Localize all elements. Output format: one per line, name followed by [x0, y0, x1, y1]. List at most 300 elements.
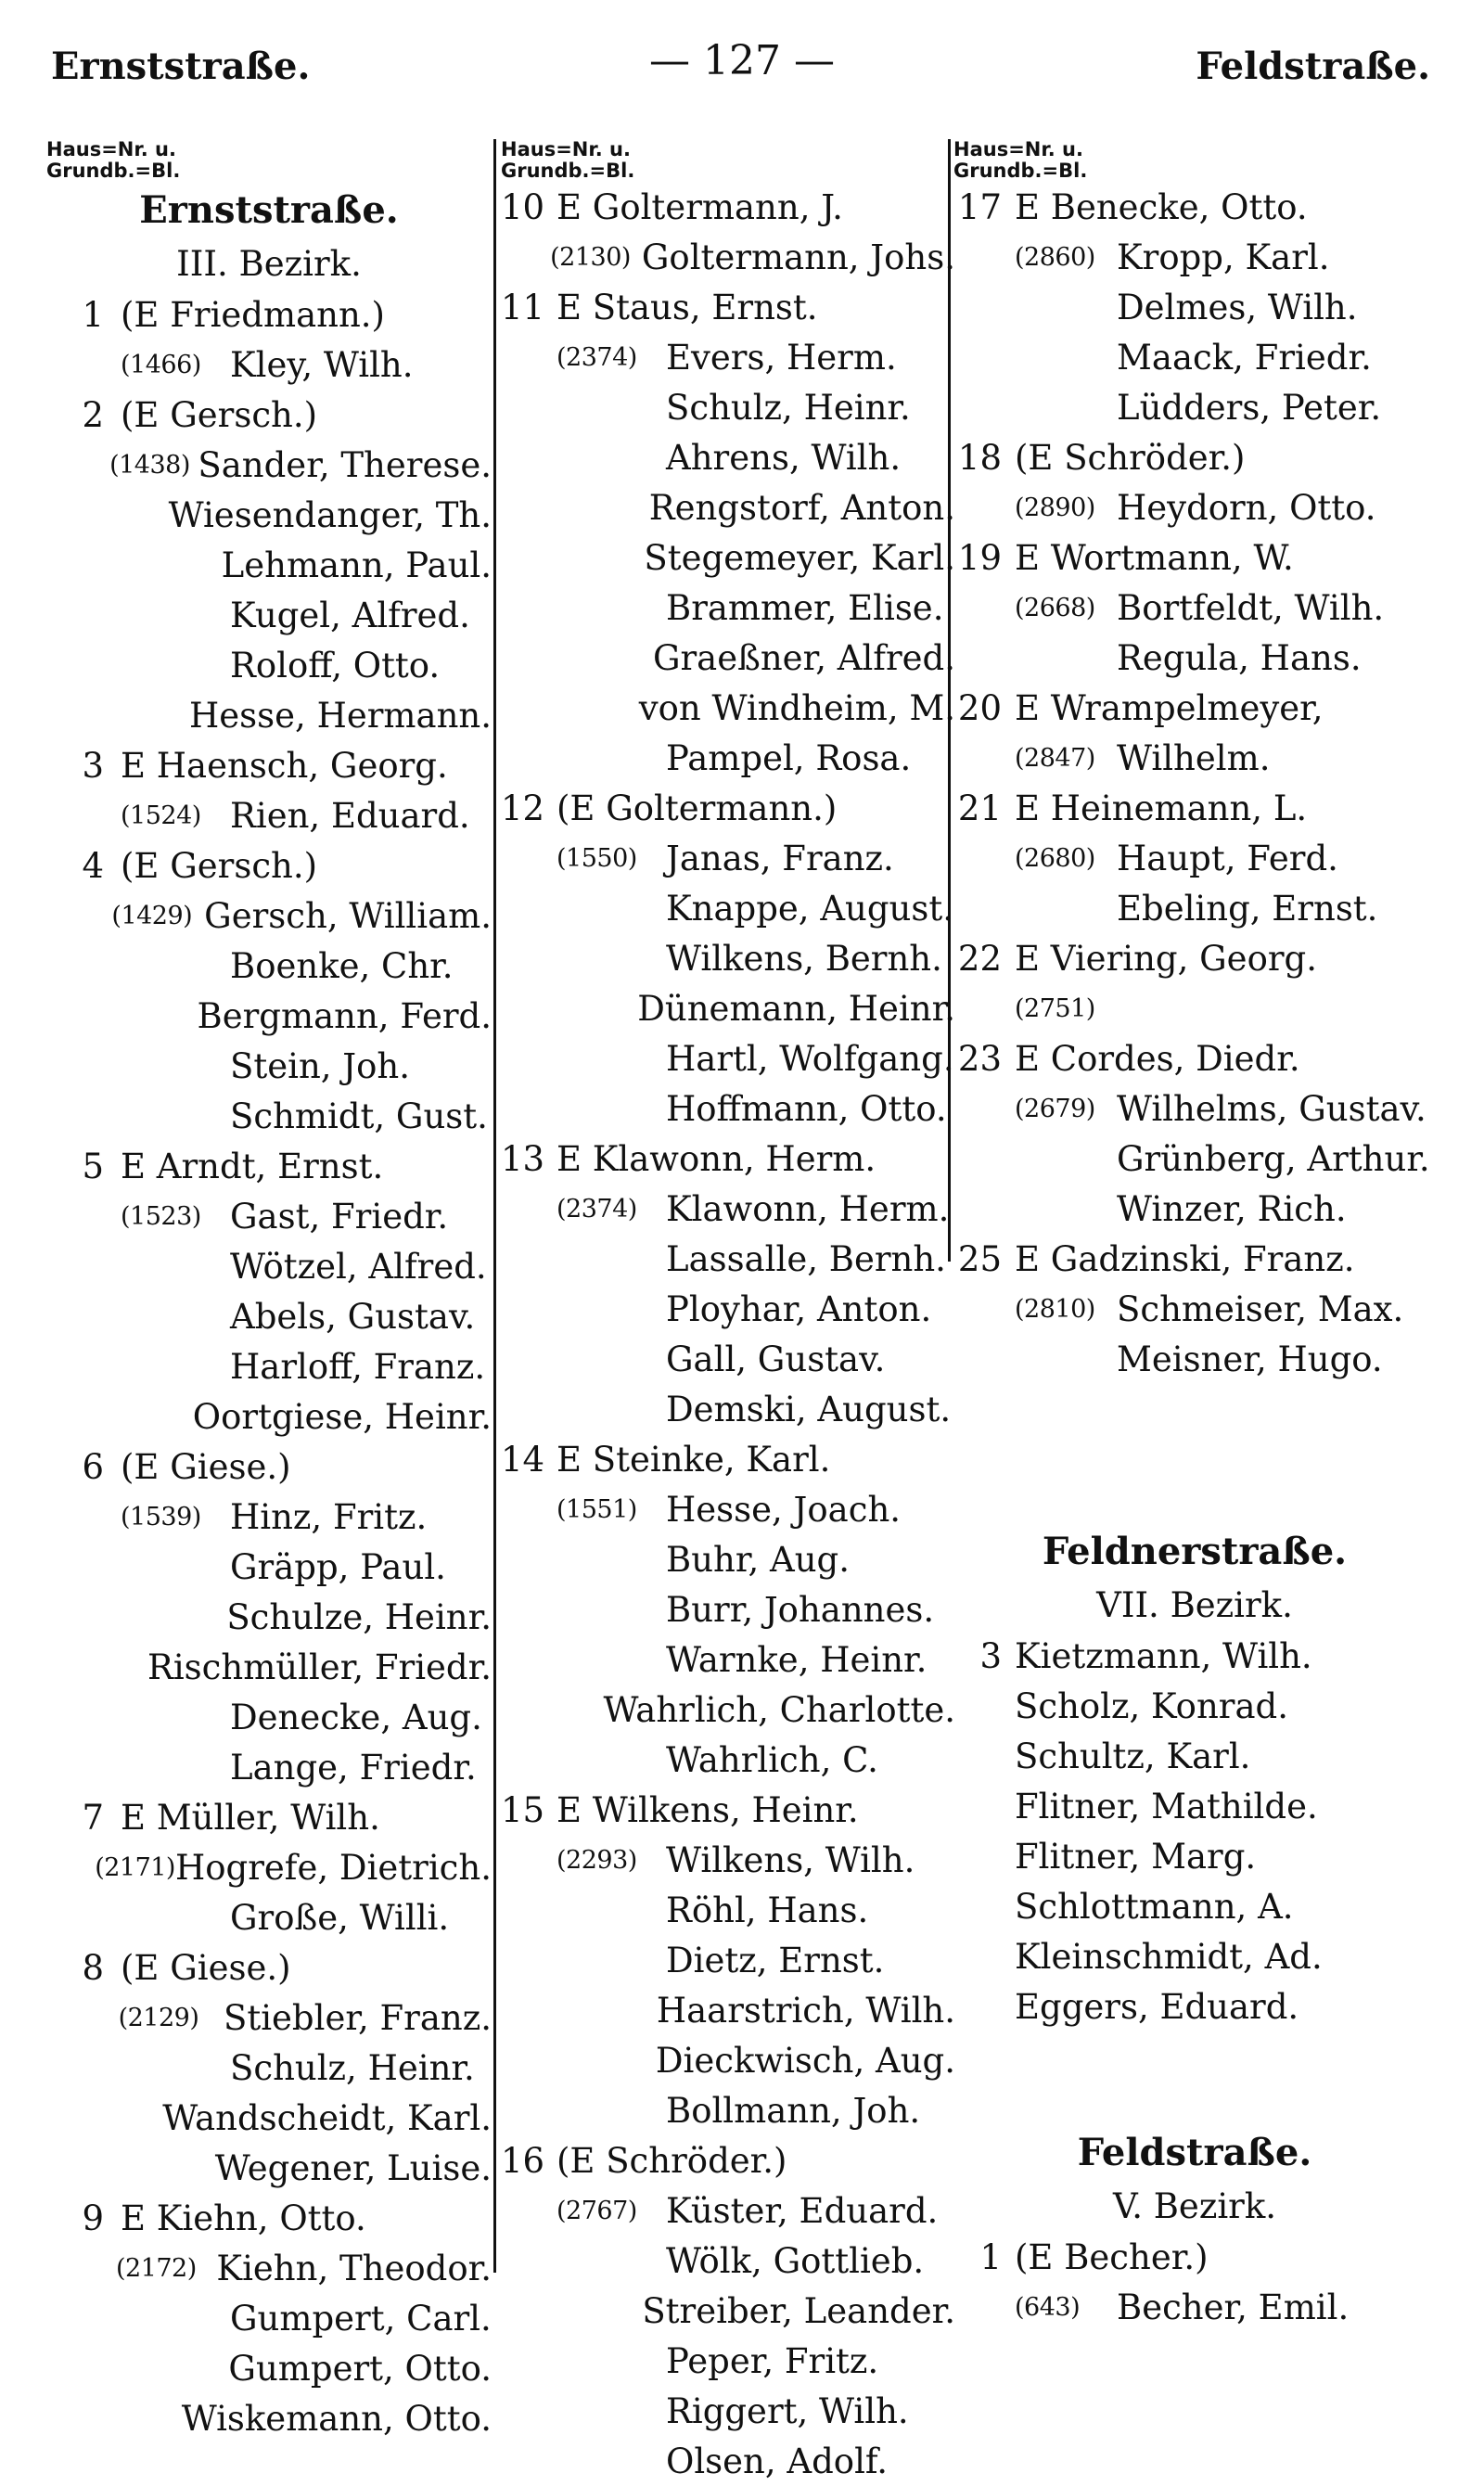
resident-line: [46, 991, 492, 1041]
resident-line: [501, 432, 955, 482]
resident-name: Scholz, Konrad.: [1015, 1685, 1288, 1726]
resident-line: [46, 490, 492, 540]
street-title: Feldstraße.: [1077, 2130, 1312, 2174]
resident-line: [46, 1993, 492, 2043]
house-number: 5: [82, 1146, 104, 1186]
resident-name: Becher, Emil.: [1117, 2287, 1350, 2327]
house-number: 8: [82, 1947, 104, 1988]
resident-name: Wandscheidt, Karl.: [162, 2097, 492, 2138]
resident-line: [501, 1334, 955, 1384]
column-header-line: Grundb.=Bl.: [46, 160, 181, 182]
house-entry-line: [46, 390, 492, 440]
column-2: [501, 139, 955, 2486]
house-number: 22: [957, 938, 1002, 979]
land-register-number: (2751): [1015, 993, 1095, 1023]
resident-line: [46, 1391, 492, 1442]
land-register-number: (2679): [1015, 1094, 1095, 1123]
resident-name: Wilhelm.: [1117, 737, 1271, 778]
running-head-left: Ernststraße.: [51, 45, 311, 88]
resident-line: [46, 1241, 492, 1291]
resident-line: [953, 332, 1436, 382]
resident-line: [953, 1083, 1436, 1134]
owner-name: E Haensch, Georg.: [121, 745, 448, 786]
resident-name: Flitner, Mathilde.: [1015, 1786, 1318, 1826]
house-entry-line: [46, 740, 492, 790]
resident-name: Peper, Fritz.: [666, 2340, 879, 2381]
resident-name: Schmeiser, Max.: [1117, 1288, 1404, 1329]
resident-name: Heydorn, Otto.: [1117, 487, 1376, 528]
resident-name: Dünemann, Heinr.: [637, 988, 955, 1029]
house-list: [953, 182, 1436, 1384]
resident-line: [46, 1341, 492, 1391]
resident-line: [46, 2093, 492, 2143]
resident-line: [501, 1284, 955, 1334]
resident-line: [953, 1931, 1436, 1981]
owner-name: E Cordes, Diedr.: [1015, 1038, 1300, 1079]
resident-name: Schultz, Karl.: [1015, 1736, 1251, 1776]
resident-line: [953, 1284, 1436, 1334]
resident-line: [46, 1542, 492, 1592]
house-number: 19: [957, 537, 1002, 578]
resident-name: Brammer, Elise.: [666, 587, 944, 628]
resident-line: [46, 690, 492, 740]
resident-name: Küster, Eduard.: [666, 2190, 939, 2231]
owner-name: (E Gersch.): [121, 845, 318, 886]
resident-name: Lüdders, Peter.: [1117, 387, 1382, 428]
resident-line: [501, 2286, 955, 2336]
house-entry-line: [501, 783, 955, 833]
land-register-number: (2847): [1015, 743, 1095, 773]
house-number: 16: [501, 2140, 545, 2181]
resident-line: [46, 1291, 492, 1341]
column-header-line: Grundb.=Bl.: [953, 160, 1088, 182]
resident-line: [953, 1881, 1436, 1931]
resident-line: [953, 883, 1436, 933]
resident-name: Wahrlich, Charlotte.: [603, 1689, 955, 1730]
resident-line: [953, 382, 1436, 432]
resident-line: [46, 590, 492, 640]
resident-name: Kley, Wilh.: [230, 344, 414, 385]
house-entry-line: [501, 1434, 955, 1484]
owner-name: E Viering, Georg.: [1015, 938, 1317, 979]
owner-name: E Gadzinski, Franz.: [1015, 1238, 1355, 1279]
resident-line: [501, 1735, 955, 1785]
resident-line: [501, 1985, 955, 2035]
resident-line: [501, 733, 955, 783]
owner-name: (E Schröder.): [1015, 437, 1246, 478]
owner-name: (E Schröder.): [556, 2140, 787, 2181]
resident-name: Gumpert, Otto.: [228, 2348, 492, 2389]
house-number: 3: [82, 745, 104, 786]
house-entry-line: [953, 1033, 1436, 1083]
resident-name: Schulz, Heinr.: [230, 2047, 475, 2088]
resident-name: Rengstorf, Anton.: [648, 487, 955, 528]
house-number: 2: [82, 394, 104, 435]
resident-name: Grünberg, Arthur.: [1117, 1138, 1430, 1179]
resident-line: [501, 2436, 955, 2486]
owner-name: E Benecke, Otto.: [1015, 186, 1308, 227]
house-number: 20: [957, 687, 1002, 728]
owner-name: E Goltermann, J.: [556, 186, 843, 227]
house-number: 15: [501, 1789, 545, 1830]
house-number: 23: [957, 1038, 1002, 1079]
resident-line: [501, 1835, 955, 1885]
resident-line: [501, 1083, 955, 1134]
column-header: [46, 139, 492, 182]
land-register-number: (1551): [556, 1494, 637, 1524]
resident-line: [953, 1981, 1436, 2031]
resident-line: [46, 340, 492, 390]
owner-name: E Wortmann, W.: [1015, 537, 1294, 578]
resident-name: Dietz, Ernst.: [666, 1940, 885, 1980]
resident-name: Gumpert, Carl.: [230, 2298, 492, 2339]
land-register-number: (1466): [121, 350, 201, 379]
spacer: [953, 2031, 1436, 2124]
house-number: 7: [82, 1797, 104, 1838]
house-entry-line: [953, 2232, 1436, 2282]
resident-name: Wilhelms, Gustav.: [1117, 1088, 1426, 1129]
resident-name: Harloff, Franz.: [230, 1346, 486, 1387]
resident-name: Schlottmann, A.: [1015, 1886, 1294, 1927]
house-number: 18: [957, 437, 1002, 478]
resident-name: Gast, Friedr.: [230, 1196, 449, 1237]
land-register-number: (2130): [550, 242, 631, 272]
street-title: Feldnerstraße.: [1042, 1529, 1348, 1573]
resident-name: Flitner, Marg.: [1015, 1836, 1257, 1877]
resident-line: [953, 1134, 1436, 1184]
house-list: [46, 289, 492, 2443]
resident-name: Hartl, Wolfgang.: [666, 1038, 954, 1079]
owner-name: (E Giese.): [121, 1446, 291, 1487]
resident-name: Delmes, Wilh.: [1117, 287, 1358, 327]
resident-name: Stein, Joh.: [230, 1045, 410, 1086]
house-entry-line: [501, 1785, 955, 1835]
resident-name: Große, Willi.: [230, 1897, 450, 1938]
district-label: V. Bezirk.: [1112, 2185, 1277, 2226]
owner-name: (E Becher.): [1015, 2236, 1209, 2277]
house-entry-line: [953, 683, 1436, 733]
resident-name: Wilkens, Wilh.: [666, 1839, 915, 1880]
resident-line: [46, 1892, 492, 1942]
resident-name: Schulz, Heinr.: [666, 387, 911, 428]
resident-line: [501, 1384, 955, 1434]
house-entry-line: [46, 1942, 492, 1993]
resident-line: [501, 883, 955, 933]
land-register-number: (2293): [556, 1845, 637, 1875]
resident-line: [501, 833, 955, 883]
resident-name: Klawonn, Herm.: [666, 1188, 950, 1229]
resident-line: [501, 382, 955, 432]
resident-line: [46, 1592, 492, 1642]
resident-line: [953, 733, 1436, 783]
resident-name: Ployhar, Anton.: [666, 1288, 932, 1329]
resident-name: Roloff, Otto.: [230, 645, 441, 686]
resident-name: Wiskemann, Otto.: [181, 2398, 492, 2439]
resident-line: [501, 332, 955, 382]
resident-line: [501, 2336, 955, 2386]
resident-line: [501, 2236, 955, 2286]
resident-name: Bortfeldt, Wilh.: [1117, 587, 1385, 628]
resident-line: [953, 1681, 1436, 1731]
resident-line: [46, 2143, 492, 2193]
resident-line: [953, 1731, 1436, 1781]
resident-line: [501, 2185, 955, 2236]
house-list: [953, 1631, 1436, 2031]
resident-name: Ahrens, Wilh.: [666, 437, 902, 478]
land-register-number: (1438): [109, 450, 190, 480]
resident-line: [46, 1191, 492, 1241]
house-entry-line: [46, 1141, 492, 1191]
resident-name: Hoffmann, Otto.: [666, 1088, 947, 1129]
land-register-number: (2680): [1015, 843, 1095, 873]
resident-name: Boenke, Chr.: [230, 945, 454, 986]
owner-name: E Kiehn, Otto.: [121, 2198, 366, 2238]
house-entry-line: [953, 933, 1436, 983]
house-entry-line: [501, 2135, 955, 2185]
resident-line: [46, 640, 492, 690]
column-3: [953, 139, 1436, 2332]
house-entry-line: [501, 182, 955, 232]
house-number: 9: [82, 2198, 104, 2238]
resident-name: Stiebler, Franz.: [223, 1997, 492, 2038]
resident-name: Schulze, Heinr.: [226, 1596, 492, 1637]
resident-line: [501, 2035, 955, 2085]
resident-line: [501, 983, 955, 1033]
house-number: 13: [501, 1138, 545, 1179]
resident-name: Kiehn, Theodor.: [216, 2248, 492, 2288]
resident-line: [501, 1534, 955, 1584]
resident-name: Kropp, Karl.: [1117, 237, 1330, 277]
resident-line: [46, 941, 492, 991]
resident-name: Oortgiese, Heinr.: [192, 1396, 492, 1437]
resident-name: Röhl, Hans.: [666, 1890, 869, 1930]
column-header-line: Haus=Nr. u.: [953, 138, 1083, 160]
house-entry-line: [953, 1234, 1436, 1284]
district-label: VII. Bezirk.: [1096, 1584, 1293, 1625]
street-title: Ernststraße.: [139, 187, 399, 232]
land-register-number: (2172): [115, 2253, 197, 2283]
resident-name: Janas, Franz.: [666, 838, 894, 878]
resident-line: [953, 1631, 1436, 1681]
house-number: 21: [957, 788, 1002, 828]
resident-name: Wötzel, Alfred.: [230, 1246, 487, 1287]
resident-line: [46, 540, 492, 590]
resident-name: Burr, Johannes.: [666, 1589, 935, 1630]
resident-name: Sander, Therese.: [198, 444, 492, 485]
resident-line: [46, 440, 492, 490]
column-header-line: Haus=Nr. u.: [46, 138, 176, 160]
house-number: 1: [979, 2236, 1002, 2277]
resident-name: Maack, Friedr.: [1117, 337, 1372, 378]
column-header: [953, 139, 1436, 182]
resident-line: [46, 1742, 492, 1792]
resident-name: Lassalle, Bernh.: [666, 1238, 946, 1279]
resident-line: [501, 482, 955, 532]
owner-name: (E Goltermann.): [556, 788, 838, 828]
resident-name: Haarstrich, Wilh.: [656, 1990, 955, 2031]
house-number: 6: [82, 1446, 104, 1487]
owner-name: E Staus, Ernst.: [556, 287, 818, 327]
resident-name: Regula, Hans.: [1117, 637, 1362, 678]
house-entry-line: [501, 1134, 955, 1184]
resident-line: [501, 1584, 955, 1634]
resident-name: Hinz, Fritz.: [230, 1496, 428, 1537]
resident-line: [501, 1033, 955, 1083]
column-header: [501, 139, 955, 182]
resident-line: [953, 833, 1436, 883]
resident-name: Gersch, William.: [204, 895, 492, 936]
resident-name: Stegemeyer, Karl.: [644, 537, 955, 578]
house-number: 17: [957, 186, 1002, 227]
land-register-number: (1524): [121, 801, 201, 830]
resident-line: [46, 2243, 492, 2293]
resident-line: [953, 2282, 1436, 2332]
house-number: 14: [501, 1439, 545, 1480]
resident-line: [953, 1781, 1436, 1831]
running-head-right: Feldstraße.: [1196, 45, 1430, 88]
resident-line: [46, 1642, 492, 1692]
resident-name: Graeßner, Alfred.: [652, 637, 955, 678]
resident-line: [501, 232, 955, 282]
owner-name: (E Giese.): [121, 1947, 291, 1988]
resident-name: Riggert, Wilh.: [666, 2390, 909, 2431]
resident-name: Wiesendanger, Th.: [168, 494, 492, 535]
resident-name: Haupt, Ferd.: [1117, 838, 1338, 878]
resident-line: [501, 2085, 955, 2135]
resident-line: [46, 2293, 492, 2343]
owner-name: (E Gersch.): [121, 394, 318, 435]
house-list: [501, 182, 955, 2486]
resident-line: [501, 1484, 955, 1534]
resident-name: Olsen, Adolf.: [666, 2441, 889, 2481]
land-register-number: (2374): [556, 1194, 637, 1224]
spacer: [953, 1384, 1436, 1523]
resident-name: Bergmann, Ferd.: [197, 995, 492, 1036]
resident-line: [46, 1692, 492, 1742]
house-entry-line: [46, 1792, 492, 1842]
land-register-number: (1539): [121, 1502, 201, 1531]
resident-name: Knappe, August.: [666, 888, 954, 929]
owner-name: (E Friedmann.): [121, 294, 385, 335]
resident-name: Meisner, Hugo.: [1117, 1339, 1383, 1379]
resident-line: [953, 282, 1436, 332]
resident-name: von Windheim, M.: [638, 687, 955, 728]
house-number: 10: [501, 186, 545, 227]
owner-name: E Heinemann, L.: [1015, 788, 1308, 828]
owner-name: E Wrampelmeyer,: [1015, 687, 1324, 728]
house-number: 3: [979, 1635, 1002, 1676]
resident-name: Hesse, Hermann.: [189, 695, 492, 736]
land-register-number: (1550): [556, 843, 637, 873]
resident-line: [46, 1492, 492, 1542]
house-entry-line: [953, 432, 1436, 482]
resident-name: Lange, Friedr.: [230, 1747, 477, 1788]
resident-line: [953, 583, 1436, 633]
column-divider: [493, 139, 496, 2273]
resident-name: Gall, Gustav.: [666, 1339, 886, 1379]
resident-line: [46, 1041, 492, 1091]
house-entry-line: [46, 840, 492, 891]
house-entry-line: [46, 1442, 492, 1492]
resident-line: [953, 1334, 1436, 1384]
resident-name: Gräpp, Paul.: [230, 1546, 446, 1587]
resident-line: [46, 2393, 492, 2443]
house-number: 12: [501, 788, 545, 828]
resident-name: Wegener, Luise.: [214, 2147, 492, 2188]
land-register-number: (2767): [556, 2196, 637, 2225]
resident-name: Lehmann, Paul.: [221, 545, 492, 585]
resident-line: [501, 1184, 955, 1234]
land-register-number: (2171): [95, 1852, 175, 1882]
resident-name: Denecke, Aug.: [230, 1697, 482, 1737]
column-header-line: Haus=Nr. u.: [501, 138, 631, 160]
resident-line: [953, 482, 1436, 532]
house-entry-line: [953, 783, 1436, 833]
owner-name: E Steinke, Karl.: [556, 1439, 831, 1480]
land-register-number: (643): [1015, 2292, 1081, 2322]
resident-name: Kugel, Alfred.: [230, 595, 470, 635]
resident-line: [501, 583, 955, 633]
resident-name: Wahrlich, C.: [666, 1739, 878, 1780]
house-entry-line: [46, 289, 492, 340]
house-number: 4: [82, 845, 104, 886]
resident-name: Streiber, Leander.: [642, 2290, 955, 2331]
resident-line: [953, 633, 1436, 683]
resident-line: [953, 1184, 1436, 1234]
resident-line: [46, 790, 492, 840]
house-entry-line: [501, 282, 955, 332]
resident-name: Warnke, Heinr.: [666, 1639, 928, 1680]
resident-name: Buhr, Aug.: [666, 1539, 850, 1580]
resident-name: Wilkens, Bernh.: [666, 938, 942, 979]
house-entry-line: [46, 2193, 492, 2243]
resident-line: [46, 1091, 492, 1141]
house-number: 25: [957, 1238, 1002, 1279]
resident-name: Wölk, Gottlieb.: [666, 2240, 925, 2281]
resident-name: Dieckwisch, Aug.: [655, 2040, 955, 2081]
resident-name: Rischmüller, Friedr.: [147, 1647, 492, 1687]
land-register-number: (2668): [1015, 593, 1095, 622]
owner-name: E Wilkens, Heinr.: [556, 1789, 859, 1830]
land-register-number: (2129): [118, 2003, 199, 2032]
resident-line: [501, 2386, 955, 2436]
district-label: III. Bezirk.: [176, 243, 362, 284]
resident-line: [46, 1842, 492, 1892]
resident-name: Hogrefe, Dietrich.: [174, 1847, 492, 1888]
resident-name: Schmidt, Gust.: [230, 1096, 488, 1136]
owner-name: E Klawonn, Herm.: [556, 1138, 876, 1179]
house-entry-line: [953, 532, 1436, 583]
resident-name: Hesse, Joach.: [666, 1489, 902, 1530]
resident-name: Demski, August.: [666, 1389, 952, 1429]
land-register-number: (2810): [1015, 1294, 1095, 1324]
resident-line: [46, 2043, 492, 2093]
resident-line: [46, 891, 492, 941]
owner-name: E Müller, Wilh.: [121, 1797, 380, 1838]
resident-line: [501, 633, 955, 683]
resident-line: [501, 1234, 955, 1284]
resident-line: [501, 1885, 955, 1935]
resident-line: [501, 1935, 955, 1985]
house-entry-line: [953, 182, 1436, 232]
resident-line: [501, 1634, 955, 1685]
house-number: 11: [501, 287, 545, 327]
resident-line: [501, 933, 955, 983]
resident-name: Winzer, Rich.: [1117, 1188, 1347, 1229]
page-number: — 127 —: [649, 37, 835, 84]
resident-name: Kleinschmidt, Ad.: [1015, 1936, 1323, 1977]
resident-name: Ebeling, Ernst.: [1117, 888, 1378, 929]
